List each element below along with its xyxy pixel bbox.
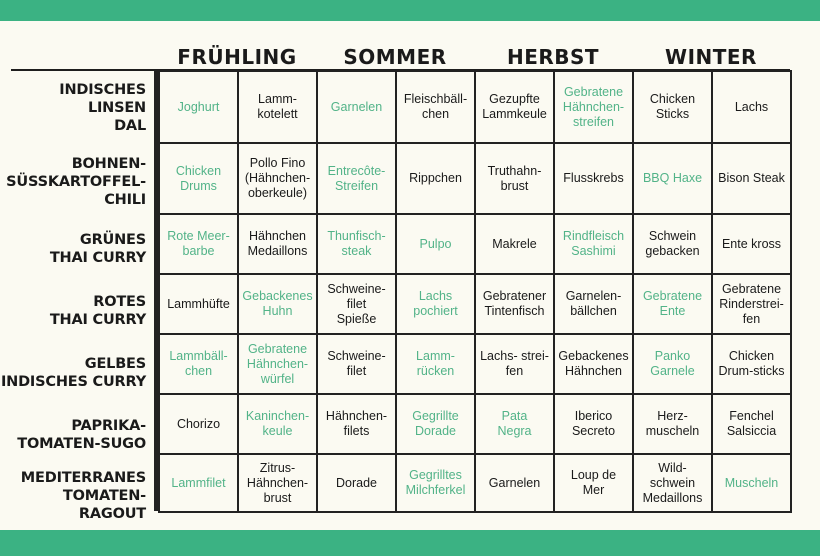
menu-cell: Gebratener Tintenfisch <box>476 275 555 335</box>
menu-cell: Gegrilltes Milchferkel <box>397 455 476 513</box>
menu-cell: Gebackenes Huhn <box>239 275 318 335</box>
menu-cell: Schweine- filet Spieße <box>318 275 397 335</box>
menu-cell: Gebackenes Hähnchen <box>555 335 634 395</box>
menu-cell: Lammfilet <box>160 455 239 513</box>
season-header-spring: FRÜHLING <box>177 45 297 69</box>
menu-cell: Gebratene Rinderstrei- fen <box>713 275 792 335</box>
row-label: GELBES INDISCHES CURRY <box>0 356 146 390</box>
menu-cell: Pulpo <box>397 215 476 275</box>
row-label: INDISCHES LINSEN DAL <box>59 82 146 134</box>
menu-grid <box>158 70 792 513</box>
menu-cell: Dorade <box>318 455 397 513</box>
menu-cell: Lachs <box>713 72 792 144</box>
menu-cell: Hähnchen Medaillons <box>239 215 318 275</box>
row-label: ROTES THAI CURRY <box>49 294 146 328</box>
menu-cell: Pata Negra <box>476 395 555 455</box>
menu-cell: Truthahn- brust <box>476 144 555 215</box>
menu-cell: Entrecôte- Streifen <box>318 144 397 215</box>
menu-cell: Schwein gebacken <box>634 215 713 275</box>
menu-cell: Chorizo <box>160 395 239 455</box>
menu-cell: Gegrillte Dorade <box>397 395 476 455</box>
menu-cell: Gebratene Hähnchen- würfel <box>239 335 318 395</box>
menu-cell: Flusskrebs <box>555 144 634 215</box>
menu-cell: Lachs pochiert <box>397 275 476 335</box>
menu-cell: Garnelen <box>476 455 555 513</box>
menu-cell: Garnelen- bällchen <box>555 275 634 335</box>
menu-cell: Joghurt <box>160 72 239 144</box>
menu-cell: Ente kross <box>713 215 792 275</box>
menu-cell: Rote Meer- barbe <box>160 215 239 275</box>
menu-cell: Thunfisch- steak <box>318 215 397 275</box>
row-label: MEDITERRANES TOMATEN-RAGOUT <box>20 470 146 522</box>
menu-cell: Rindfleisch Sashimi <box>555 215 634 275</box>
row-label: GRÜNES THAI CURRY <box>49 232 146 266</box>
menu-cell: Lammhüfte <box>160 275 239 335</box>
menu-cell: Muscheln <box>713 455 792 513</box>
menu-cell: Herz- muscheln <box>634 395 713 455</box>
menu-cell: Wild- schwein Medaillons <box>634 455 713 513</box>
menu-cell: Lamm- rücken <box>397 335 476 395</box>
menu-cell: Gebratene Hähnchen- streifen <box>555 72 634 144</box>
menu-cell: Hähnchen- filets <box>318 395 397 455</box>
menu-cell: Fenchel Salsiccia <box>713 395 792 455</box>
menu-cell: Lammbäll- chen <box>160 335 239 395</box>
menu-cell: Pollo Fino (Hähnchen- oberkeule) <box>239 144 318 215</box>
menu-cell: Schweine- filet <box>318 335 397 395</box>
row-label: BOHNEN- SÜSSKARTOFFEL- CHILI <box>6 155 146 208</box>
menu-cell: Makrele <box>476 215 555 275</box>
bottom-accent-band <box>0 530 820 556</box>
menu-cell: Garnelen <box>318 72 397 144</box>
menu-cell: Zitrus- Hähnchen- brust <box>239 455 318 513</box>
top-accent-band <box>0 0 820 21</box>
menu-cell: Bison Steak <box>713 144 792 215</box>
menu-cell: Panko Garnele <box>634 335 713 395</box>
season-header-autumn: HERBST <box>506 45 600 69</box>
menu-cell: Chicken Sticks <box>634 72 713 144</box>
menu-cell: Loup de Mer <box>555 455 634 513</box>
menu-cell: Lachs- strei- fen <box>476 335 555 395</box>
menu-cell: Iberico Secreto <box>555 395 634 455</box>
menu-cell: Chicken Drums <box>160 144 239 215</box>
menu-cell: BBQ Haxe <box>634 144 713 215</box>
season-header-summer: SOMMER <box>343 45 447 69</box>
menu-cell: Fleischbäll- chen <box>397 72 476 144</box>
menu-cell: Kaninchen- keule <box>239 395 318 455</box>
menu-cell: Lamm- kotelett <box>239 72 318 144</box>
menu-cell: Gezupfte Lammkeule <box>476 72 555 144</box>
row-label: PAPRIKA- TOMATEN-SUGO <box>17 418 146 452</box>
menu-cell: Gebratene Ente <box>634 275 713 335</box>
season-header-winter: WINTER <box>665 45 757 69</box>
menu-cell: Chicken Drum-sticks <box>713 335 792 395</box>
menu-cell: Rippchen <box>397 144 476 215</box>
